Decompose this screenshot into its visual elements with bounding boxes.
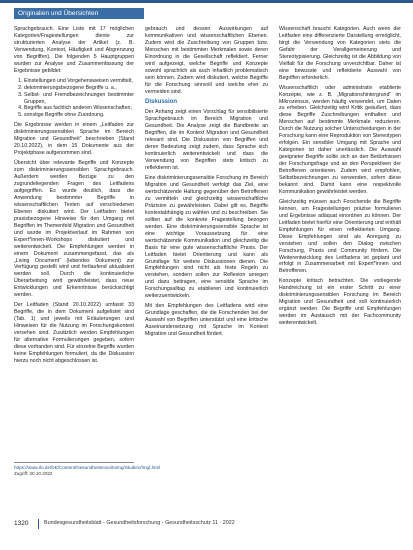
paragraph: Der Anhang zeigt einen Vorschlag für sensibilisierte Sprachgebrauch im Bereich Migration und Gesundheit. Die Analyse zeigt die Bandbreite an Begriffen, die im Kontext Migration und Gesundheit relevant sind. Die Diskussion von Begriffen und deren Bedeutung zeigt zudem, dass Sprache sich kontinuierlich weiterentwickelt und dass die Verwendung von Begriffen stets kritisch zu reflektieren ist. (145, 109, 268, 172)
page-number: 1320 (14, 520, 29, 527)
paragraph: Sprachgebrauch. Eine Liste mit 17 möglichen Kategorien/Fragestellungen diente zur strukturierten Analyse der Artikel (z. B. Verwendung, Kontext, Häufigkeit und Abgrenzung von Begriffen). Die folgenden 5 Hauptgruppen wurden zur Analyse und Zusammenfassung der Ergebnisse gebildet: (14, 26, 134, 74)
paragraph: Mit den Empfehlungen des Leitfadens wird eine Grundlage geschaffen, die die Forschenden bei der Auswahl von Begriffen unterstützt und eine kritische Auseinandersetzung mit Sprache im Kontext Migration und Gesundheit fördert. (145, 303, 268, 338)
paragraph: Wissenschaftlich oder administrativ etablierte Konzepte, wie z. B. „Migrationshintergrund“ im Mikrozensus, werden häufig verwendet, um Daten zu erheben. Gleichzeitig wird Kritik geäußert, dass diese Begriffe Zuschreibungen enthalten und Menschen auf bestimmte Merkmale reduzieren. Durch die Nutzung solcher Unterscheidungen in der Forschung kann eine Reproduktion von Stereotypen erfolgen. Ein sensibler Umgang mit Sprache und Kategorien ist daher unerlässlich. Die Auswahl geeigneter Begriffe sollte sich an den Bedürfnissen der Forschungsfrage und an den Perspektiven der Betroffenen orientieren. Zudem wird empfohlen, Selbstbezeichnungen zu verwenden, sofern diese bekannt sind. Damit kann eine respektvolle Kommunikation gewährleistet werden. (279, 84, 401, 195)
column-1 (14, 26, 134, 368)
section-heading: Diskussion (145, 98, 178, 105)
category-list (14, 78, 134, 120)
paragraph: Der Leitfaden (Stand 20.10.2022) umfasst 33 Begriffe, die in dem Dokument aufgelistet sind (Tab. 1) und jeweils mit Erläuterungen und Hinweisen für die Nutzung im Forschungskontext versehen sind. Zusätzlich werden Empfehlungen für alternative Formulierungen gegeben, sofern diese vorhanden sind. Für einzelne Begriffe wurden keine Empfehlungen formuliert, da die Diskussion hierzu noch nicht abgeschlossen ist. (14, 302, 134, 364)
paragraph: Wissenschaft braucht Kategorien. Auch wenn der Leitfaden eine differenzierte Darstellung ermöglicht, birgt die Verwendung von Kategorien stets die Gefahr der Verallgemeinerung und Stereotypisierung. Gleichzeitig ist die Abbildung von Vielfalt für die Forschung unverzichtbar. Daher ist eine bewusste und reflektierte Auswahl von Begriffen erforderlich. (279, 26, 401, 81)
section-tag: Originalien und Übersichten (14, 8, 144, 19)
list-item: 4. Begriffe aus fachlich anderen Wissenschaften, (24, 105, 134, 112)
column-2 (145, 26, 268, 341)
footer-divider (38, 519, 39, 529)
footnote-link[interactable]: https://www.rki.de/DE/Content/Gesundheitsmonitoring/Studien/lmgf.html (14, 465, 161, 470)
top-accent-bar (0, 0, 413, 3)
list-item: 5. sonstige Begriffe ohne Zuordnung. (24, 112, 134, 119)
list-item: 3. Selbst- und Fremdbezeichnungen bestimmter Gruppen, (24, 92, 134, 106)
paragraph: Eine diskriminierungssensible Forschung im Bereich Migration und Gesundheit verfolgt das Ziel, eine wertschätzende Haltung gegenüber den Betroffenen zu vermitteln und gleichzeitig wissenschaftliche Präzision zu gewährleisten. Dabei gilt es, Begriffe kontextabhängig zu wählen und zu beschreiben. Sie sollten auf die konkrete Fragestellung bezogen werden. Eine diskriminierungssensible Sprache ist eine wichtige Voraussetzung für eine wertschätzende Kommunikation und gleichzeitig die Basis für eine gute wissenschaftliche Praxis. Der Leitfaden bietet Orientierung und kann als Grundlage für weitere Diskussionen dienen. Die Empfehlungen sind nicht als feste Regeln zu verstehen, sondern sollen zur Reflexion anregen und dazu beitragen, eine sensible Sprache im Forschungsalltag zu etablieren und kontinuierlich weiterzuentwickeln. (145, 175, 268, 300)
footnote-access: Zugriff: 20.10.2022 (14, 471, 53, 476)
paragraph: Die Ergebnisse werden in einem „Leitfaden zur diskriminierungssensiblen Sprache im Bereich Migration und Gesundheit“ beschrieben (Stand 20.10.2022), in dem 15 Dokumente aus der Projektphase aufgenommen sind. (14, 122, 134, 157)
paragraph: gebrauch und dessen Auswirkungen auf kommunikativen und wissenschaftlichen Ebenen. Zudem wird die Zuschreibung von Gruppen bzw. Menschen mit bestimmten Merkmalen sowie deren Einordnung in die Gesellschaft reflektiert. Ferner wird aufgezeigt, welche Begriffe und Konzepte sowohl sprachlich als auch inhaltlich problematisch sein können. Zudem wird diskutiert, welche Begriffe für die Forschung sinnvoll und welche eher zu vermeiden sind. (145, 26, 268, 95)
list-item: 2. dekriminierungsbezogene Begriffe u. a., (24, 85, 134, 92)
column-3 (279, 26, 401, 330)
journal-citation: Bundesgesundheitsblatt - Gesundheitsforschung - Gesundheitsschutz 11 · 2022 (44, 520, 235, 526)
paragraph: Konzepte kritisch betrachten. Die vorliegende Handreichung ist ein erster Schritt zu einer diskriminierungssensiblen Forschung im Bereich Migration und Gesundheit und soll kontinuierlich ergänzt werden. Die Begriffe und Empfehlungen werden im Austausch mit der Fachcommunity weiterentwickelt. (279, 278, 401, 327)
list-item: 1. Einstellungen und Vorgehensweisen vermittelt, (24, 78, 134, 85)
footnote (14, 462, 161, 477)
paragraph: Übersicht über relevante Begriffe und Konzepte zum diskriminierungssensiblen Sprachgebrauch. Außerdem werden Bezüge zu den zugrundeliegenden Fragen des Leitfadens aufgegriffen. Es wurde deutlich, dass die Anwendung bestimmter Begriffe in wissenschaftlichen Texten auf verschiedenen Ebenen diskutiert wird. Der Leitfaden bietet praxisbezogene Hinweise für den Umgang mit Begriffen im Themenfeld Migration und Gesundheit und wurde im Projektverlauf im Rahmen von Expert*innen-Workshops diskutiert und weiterentwickelt. Die Empfehlungen werden in einem Dokument zusammengefasst, das als „Living Document“ (lebendes Dokument) zur Verfügung gestellt wird und fortlaufend aktualisiert werden soll. Durch die kontinuierliche Überarbeitung wird gewährleistet, dass neue Entwicklungen und Erkenntnisse berücksichtigt werden. (14, 160, 134, 299)
paragraph: Gleichzeitig müssen auch Forschende die Begriffe kennen, um Fragestellungen präzise formulieren und Ergebnisse adäquat einordnen zu können. Der Leitfaden bietet hierfür eine Orientierung und enthält Empfehlungen für einen reflektierten Umgang. Diese Empfehlungen sind als Anregung zu verstehen und sollen den Dialog zwischen Forschung, Praxis und Community fördern. Die Weiterentwicklung des Leitfadens ist geplant und erfolgt in Zusammenarbeit mit Expert*innen und Betroffenen. (279, 198, 401, 275)
